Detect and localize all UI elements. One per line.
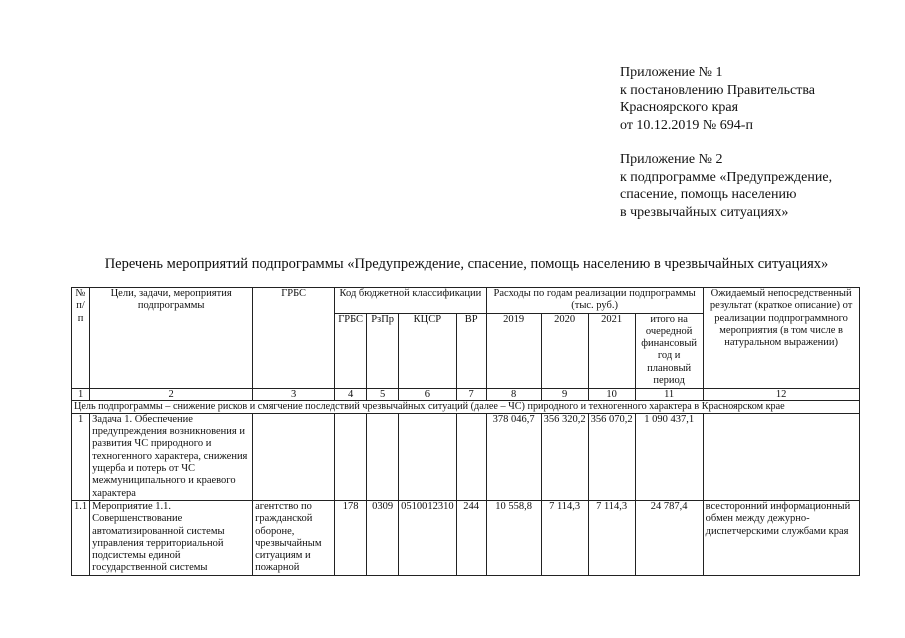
column-number: 8 bbox=[486, 388, 541, 400]
row-grbs: 178 bbox=[335, 500, 367, 575]
table-row bbox=[72, 500, 860, 575]
column-number: 10 bbox=[588, 388, 635, 400]
goal-text: Цель подпрограммы – снижение рисков и смягчение последствий чрезвычайных ситуаций (далее – ЧС) природного и техногенного характера в Красноярском крае bbox=[72, 400, 860, 413]
row-total: 1 090 437,1 bbox=[635, 413, 703, 500]
column-number: 1 bbox=[72, 388, 90, 400]
header-budget-code: Код бюджетной классификации bbox=[335, 288, 487, 314]
row-2020: 7 114,3 bbox=[541, 500, 588, 575]
row-rzpr: 0309 bbox=[367, 500, 399, 575]
row-text: Задача 1. Обеспечение предупреждения возникновения и развития ЧС природного и техногенного характера, снижения ущерба и потерь от ЧС межмуниципального и краевого характера bbox=[90, 413, 253, 500]
header-sub-vr: ВР bbox=[456, 313, 486, 388]
header-year-2020: 2020 bbox=[541, 313, 588, 388]
header-total: итого на очередной финансовый год и плановый период bbox=[635, 313, 703, 388]
header-year-2021: 2021 bbox=[588, 313, 635, 388]
row-vr: 244 bbox=[456, 500, 486, 575]
row-result: всесторонний информационный обмен между дежурно-диспетчерскими службами края bbox=[703, 500, 859, 575]
row-2019: 10 558,8 bbox=[486, 500, 541, 575]
goal-row bbox=[72, 400, 860, 413]
row-vr bbox=[456, 413, 486, 500]
row-total: 24 787,4 bbox=[635, 500, 703, 575]
appendix-1-line: Красноярского края bbox=[620, 100, 739, 115]
header-grbs: ГРБС bbox=[253, 288, 335, 389]
column-number: 4 bbox=[335, 388, 367, 400]
column-number: 11 bbox=[635, 388, 703, 400]
document-title-wrap bbox=[0, 256, 905, 273]
appendix-2-line: в чрезвычайных ситуациях» bbox=[620, 204, 789, 220]
appendix-2-block bbox=[620, 151, 832, 221]
row-rzpr bbox=[367, 413, 399, 500]
column-number: 6 bbox=[399, 388, 457, 400]
appendix-2-line: Приложение № 2 bbox=[620, 152, 723, 167]
row-grbs-text bbox=[253, 413, 335, 500]
column-number: 9 bbox=[541, 388, 588, 400]
row-grbs bbox=[335, 413, 367, 500]
column-number: 12 bbox=[703, 388, 859, 400]
column-number: 3 bbox=[253, 388, 335, 400]
row-num: 1.1 bbox=[72, 500, 90, 575]
row-grbs-text: агентство по гражданской обороне, чрезвычайным ситуациям и пожарной bbox=[253, 500, 335, 575]
column-number: 2 bbox=[90, 388, 253, 400]
header-sub-kcsr: КЦСР bbox=[399, 313, 457, 388]
header-goals: Цели, задачи, мероприятия подпрограммы bbox=[90, 288, 253, 389]
appendix-1-line: Приложение № 1 bbox=[620, 65, 723, 80]
appendix-1-line: от 10.12.2019 № 694-п bbox=[620, 117, 753, 133]
column-number: 7 bbox=[456, 388, 486, 400]
row-num: 1 bbox=[72, 413, 90, 500]
header-year-2019: 2019 bbox=[486, 313, 541, 388]
row-text: Мероприятие 1.1. Совершенствование автоматизированной системы управления территориальной подсистемы единой государственной системы bbox=[90, 500, 253, 575]
header-expenses: Расходы по годам реализации подпрограммы (тыс. руб.) bbox=[486, 288, 703, 314]
document-title: Перечень мероприятий подпрограммы «Предупреждение, спасение, помощь населению в чрезвычайных ситуациях» bbox=[104, 256, 829, 272]
row-kcsr bbox=[399, 413, 457, 500]
table-row bbox=[72, 413, 860, 500]
row-2020: 356 320,2 bbox=[541, 413, 588, 500]
header-result: Ожидаемый непосредственный результат (краткое описание) от реализации подпрограммного мероприятия (в том числе в натуральном выражении) bbox=[703, 288, 859, 389]
row-kcsr: 0510012310 bbox=[399, 500, 457, 575]
row-2019: 378 046,7 bbox=[486, 413, 541, 500]
row-result bbox=[703, 413, 859, 500]
appendix-2-line: к подпрограмме «Предупреждение, bbox=[620, 169, 833, 185]
header-num: № п/п bbox=[72, 288, 90, 389]
measures-table bbox=[71, 287, 860, 576]
appendix-2-line: спасение, помощь населению bbox=[620, 187, 797, 202]
row-2021: 356 070,2 bbox=[588, 413, 635, 500]
appendix-1-line: к постановлению Правительства bbox=[620, 82, 816, 98]
row-2021: 7 114,3 bbox=[588, 500, 635, 575]
header-sub-grbs: ГРБС bbox=[335, 313, 367, 388]
column-number: 5 bbox=[367, 388, 399, 400]
appendix-1-block bbox=[620, 64, 815, 134]
header-sub-rzpr: РзПр bbox=[367, 313, 399, 388]
column-numbers-row bbox=[72, 388, 860, 400]
